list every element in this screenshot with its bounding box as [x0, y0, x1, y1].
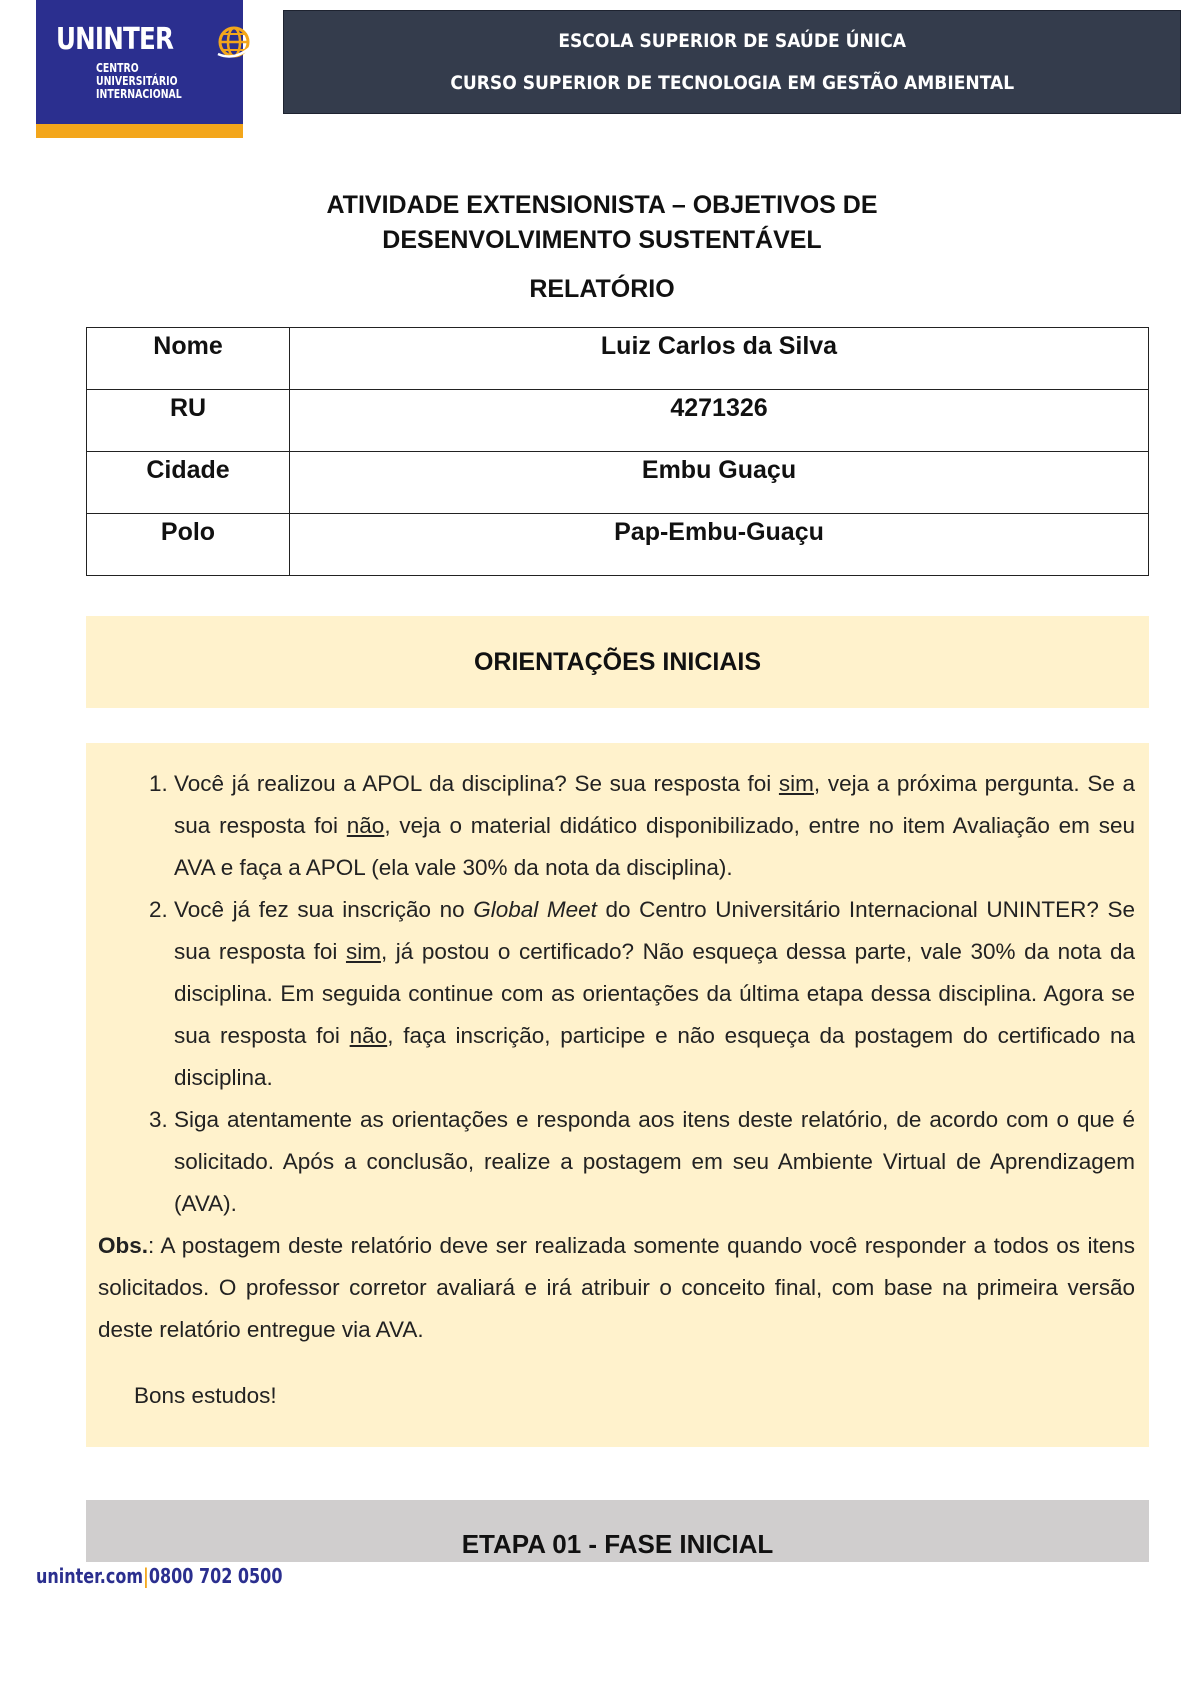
info-value: Embu Guaçu: [290, 452, 1149, 514]
list-item: 2. Você já fez sua inscrição no Global Meet do Centro Universitário Internacional UNINTER? Se sua resposta foi sim, já postou o certificado? Não esqueça dessa parte, vale 30% da nota da disciplina. Em seguida continue com as orientações da última etapa dessa disciplina. Agora se sua resposta foi não, faça inscrição, participe e não esqueça da postagem do certificado na disciplina.: [174, 889, 1135, 1099]
info-label: RU: [87, 390, 290, 452]
school-name: ESCOLA SUPERIOR DE SAÚDE ÚNICA: [558, 30, 906, 52]
course-name: CURSO SUPERIOR DE TECNOLOGIA EM GESTÃO AMBIENTAL: [450, 72, 1014, 94]
uninter-logo: [36, 0, 243, 138]
info-label: Polo: [87, 514, 290, 576]
section-heading-etapa: ETAPA 01 - FASE INICIAL: [86, 1500, 1149, 1562]
closing-text: Bons estudos!: [134, 1383, 277, 1408]
document-title: ATIVIDADE EXTENSIONISTA – OBJETIVOS DE DESENVOLVIMENTO SUSTENTÁVEL: [326, 191, 878, 254]
info-label: Nome: [87, 328, 290, 390]
list-item: 3. Siga atentamente as orientações e responda aos itens deste relatório, de acordo com o que é solicitado. Após a conclusão, realize a postagem em seu Ambiente Virtual de Aprendizagem (AVA).: [174, 1099, 1135, 1225]
table-row: [87, 452, 1149, 514]
instructions-list: [98, 763, 1135, 1225]
footer-separator: |: [143, 1564, 149, 1588]
globe-icon: [214, 20, 258, 64]
student-info-table: [86, 327, 1149, 576]
info-value: Pap-Embu-Guaçu: [290, 514, 1149, 576]
observation: Obs.: A postagem deste relatório deve ser realizada somente quando você responder a todos os itens solicitados. O professor corretor avaliará e irá atribuir o conceito final, com base na primeira versão deste relatório entregue via AVA.: [98, 1233, 1135, 1342]
list-item: 1. Você já realizou a APOL da disciplina? Se sua resposta foi sim, veja a próxima pergunta. Se a sua resposta foi não, veja o material didático disponibilizado, entre no item Avaliação em seu AVA e faça a APOL (ela vale 30% da nota da disciplina).: [174, 763, 1135, 889]
footer-phone: 0800 702 0500: [148, 1564, 283, 1588]
footer-site: uninter.com: [36, 1564, 143, 1588]
info-value: Luiz Carlos da Silva: [290, 328, 1149, 390]
section-heading-orientacoes: ORIENTAÇÕES INICIAIS: [86, 616, 1149, 708]
logo-subtitle: CENTRO UNIVERSITÁRIO INTERNACIONAL: [96, 61, 182, 101]
document-subtitle: RELATÓRIO: [529, 275, 675, 303]
table-row: [87, 390, 1149, 452]
table-row: [87, 514, 1149, 576]
instructions-box: [86, 743, 1149, 1447]
info-label: Cidade: [87, 452, 290, 514]
logo-wordmark: UNINTER: [56, 22, 174, 57]
info-value: 4271326: [290, 390, 1149, 452]
table-row: [87, 328, 1149, 390]
institution-header: [283, 10, 1181, 114]
logo-stripe: [36, 124, 243, 138]
footer-contact: [36, 1564, 282, 1588]
